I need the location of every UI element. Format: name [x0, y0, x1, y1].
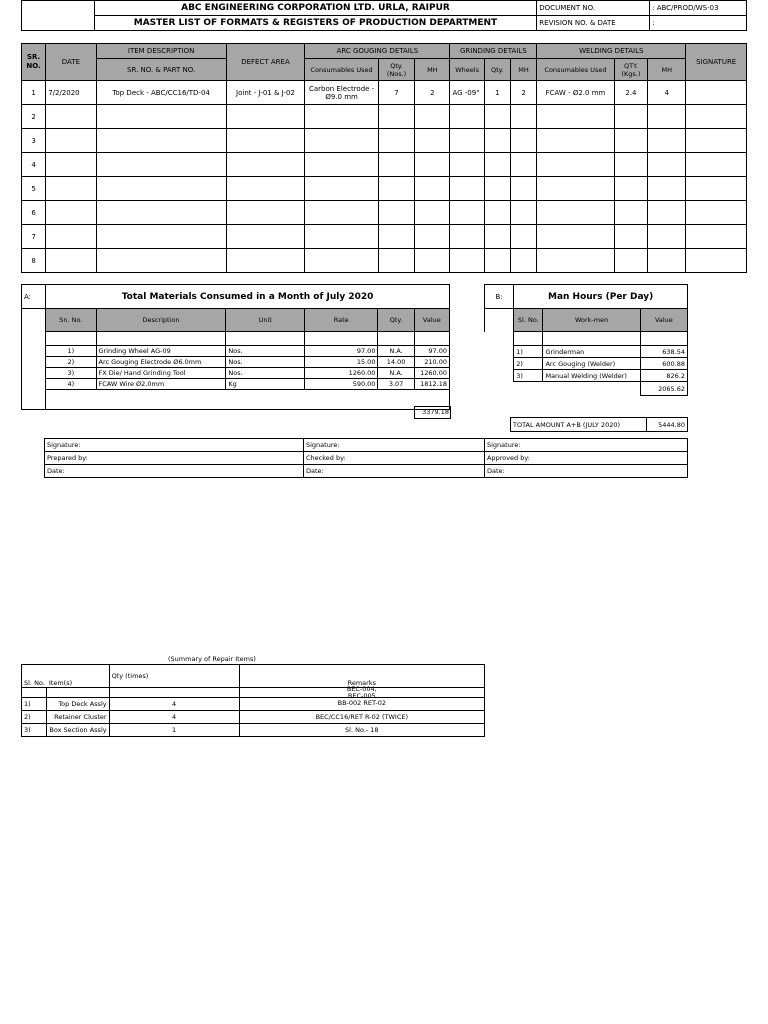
remark-line: BB-002 RET-02 [337, 699, 386, 707]
col-item-description: ITEM DESCRIPTION [96, 44, 226, 59]
summary-sl: 1) [22, 698, 47, 711]
checked-date: Date: [304, 465, 485, 478]
material-value: 97.00 [414, 346, 449, 357]
doc-no-value: : ABC/PROD/WS-03 [650, 1, 747, 16]
summary-sl: 3) [22, 724, 47, 737]
col-arc-qty: Qty. (Nos.) [378, 59, 414, 81]
material-qty: 3.07 [378, 379, 414, 390]
row-defect: Joint - J-01 & J-02 [226, 81, 305, 105]
row-arc-consumable: Carbon Electrode - Ø9.0 mm [305, 81, 379, 105]
material-description: FCAW Wire Ø2.0mm [96, 379, 226, 390]
group-grinding: GRINDING DETAILS [450, 44, 537, 59]
table-row [22, 81, 747, 105]
grand-total-table [510, 417, 688, 432]
sig-prepared-signature: Signature: [45, 439, 304, 452]
row-weld-qty: 2.4 [614, 81, 647, 105]
man-hours-table [484, 284, 688, 396]
grand-total-label: TOTAL AMOUNT A+B (JULY 2020) [511, 418, 647, 432]
table-row [22, 105, 747, 129]
table-row [22, 379, 450, 390]
material-sn: 1) [46, 346, 96, 357]
col-date: DATE [46, 44, 96, 81]
col-defect-area: DEFECT AREA [226, 44, 305, 81]
row-wheel: AG -09" [450, 81, 484, 105]
row-sr: 6 [22, 201, 46, 225]
col-sl-no: Sl. No. [514, 309, 543, 332]
material-sn: 4) [46, 379, 96, 390]
summary-item: Retainer Cluster [47, 711, 109, 724]
table-row [22, 368, 450, 379]
col-description: Description [96, 309, 226, 332]
grand-total-value: 5444.80 [647, 418, 688, 432]
workman-name: Arc Gouging (Welder) [543, 358, 640, 370]
table-row [22, 177, 747, 201]
row-sr: 5 [22, 177, 46, 201]
workman-name: Grinderman [543, 346, 640, 358]
col-sr-no: SR. NO. [22, 44, 46, 81]
sig-checked-signature: Signature: [304, 439, 485, 452]
material-rate: 97.00 [304, 346, 378, 357]
workman-value: 638.54 [640, 346, 687, 358]
row-weld-mh: 4 [648, 81, 686, 105]
table-row [485, 370, 688, 382]
group-arc-gouging: ARC GOUGING DETAILS [305, 44, 450, 59]
row-sr: 4 [22, 153, 46, 177]
row-grind-mh: 2 [510, 81, 536, 105]
material-sn: 3) [46, 368, 96, 379]
summary-qty: 1 [109, 724, 239, 737]
table-row [22, 129, 747, 153]
col-unit: Unit [226, 309, 305, 332]
material-unit: Nos. [226, 346, 305, 357]
repair-log-table [21, 43, 747, 273]
row-date: 7/2/2020 [46, 81, 96, 105]
table-row [22, 357, 450, 368]
table-row [22, 225, 747, 249]
col-sn: Sn. No. [46, 309, 96, 332]
section-a-title: Total Materials Consumed in a Month of July 2020 [46, 285, 450, 309]
approved-by: Approved by: [485, 452, 688, 465]
row-item: Top Deck - ABC/CC16/TD-04 [96, 81, 226, 105]
material-value: 210.00 [414, 357, 449, 368]
material-sn: 2) [46, 357, 96, 368]
col-arc-mh: MH [415, 59, 450, 81]
workman-value: 826.2 [640, 370, 687, 382]
material-unit: Kg [226, 379, 305, 390]
summary-caption: (Summary of Repair Items) [168, 655, 256, 663]
signature-block [44, 438, 688, 478]
col-qty: Qty. [378, 309, 414, 332]
summary-qty: 4 [109, 711, 239, 724]
col-weld-mh: MH [648, 59, 686, 81]
col-grind-qty: Qty. [484, 59, 510, 81]
material-rate: 15.00 [304, 357, 378, 368]
table-row [485, 346, 688, 358]
material-qty: N.A. [378, 368, 414, 379]
row-sr: 1 [22, 81, 46, 105]
doc-no-label: DOCUMENT NO. [537, 1, 650, 16]
document-header [21, 0, 747, 31]
row-sr: 8 [22, 249, 46, 273]
prepared-by: Prepared by: [45, 452, 304, 465]
document-title: MASTER LIST OF FORMATS & REGISTERS OF PRODUCTION DEPARTMENT [94, 16, 537, 31]
col-weld-consumables: Consumables Used [537, 59, 615, 81]
row-arc-qty: 7 [378, 81, 414, 105]
table-row [22, 201, 747, 225]
workman-name: Manual Welding (Welder) [543, 370, 640, 382]
section-a-tag: A: [22, 285, 46, 309]
summary-item: Top Deck Assly [47, 698, 109, 711]
col-item-sub: SR. NO. & PART NO. [96, 59, 226, 81]
header-blank-cell [22, 1, 95, 31]
prepared-date: Date: [45, 465, 304, 478]
col-arc-consumables: Consumables Used [305, 59, 379, 81]
sig-approved-signature: Signature: [485, 439, 688, 452]
summary-remarks: Sl. No.- 18 [239, 724, 484, 737]
revision-label: REVISION NO. & DATE [537, 16, 650, 31]
table-row [22, 249, 747, 273]
checked-by: Checked by: [304, 452, 485, 465]
material-rate: 1260.00 [304, 368, 378, 379]
col-rate: Rate [304, 309, 378, 332]
workman-sn: 2) [514, 358, 543, 370]
workman-sn: 1) [514, 346, 543, 358]
summary-remarks [239, 685, 484, 711]
table-row [22, 346, 450, 357]
group-welding: WELDING DETAILS [537, 44, 686, 59]
material-value: 1812.18 [414, 379, 449, 390]
col-workmen: Work-men [543, 309, 640, 332]
col-grind-mh: MH [510, 59, 536, 81]
approved-date: Date: [485, 465, 688, 478]
col-weld-qty: QTY. (Kgs.) [614, 59, 647, 81]
table-row [22, 153, 747, 177]
row-arc-mh: 2 [415, 81, 450, 105]
table-row [485, 358, 688, 370]
material-description: Grinding Wheel AG-09 [96, 346, 226, 357]
workman-sn: 3) [514, 370, 543, 382]
col-value: Value [414, 309, 449, 332]
material-unit: Nos. [226, 357, 305, 368]
remark-line: BEC-005 [347, 692, 376, 700]
remark-line: BEC-004, [346, 685, 377, 693]
material-description: FX Die/ Hand Grinding Tool [96, 368, 226, 379]
col-sl: Sl. No. [22, 665, 47, 688]
row-sr: 2 [22, 105, 46, 129]
row-sr: 7 [22, 225, 46, 249]
list-item [22, 724, 485, 737]
man-hours-total: 2065.62 [640, 382, 687, 396]
workman-value: 600.88 [640, 358, 687, 370]
col-items: Item(s) [47, 665, 109, 688]
revision-value: : [650, 16, 747, 31]
row-grind-qty: 1 [484, 81, 510, 105]
summary-qty: 4 [109, 698, 239, 711]
list-item [22, 711, 485, 724]
company-name: ABC ENGINEERING CORPORATION LTD. URLA, RAIPUR [94, 1, 537, 16]
col-grind-wheels: Wheels [450, 59, 484, 81]
summary-remarks: BEC/CC16/RET R-02 (TWICE) [239, 711, 484, 724]
col-signature: SIGNATURE [686, 44, 747, 81]
material-description: Arc Gouging Electrode Ø6.0mm [96, 357, 226, 368]
materials-total: 3379.18 [414, 406, 451, 419]
section-b-title: Man Hours (Per Day) [514, 285, 688, 309]
section-b-tag: B: [485, 285, 514, 309]
row-weld-consumable: FCAW - Ø2.0 mm [537, 81, 615, 105]
row-sr: 3 [22, 129, 46, 153]
list-item [22, 698, 485, 711]
summary-item: Box Section Assly [47, 724, 109, 737]
material-unit: Nos. [226, 368, 305, 379]
material-qty: 14.00 [378, 357, 414, 368]
col-qty-times: Qty (times) [109, 665, 239, 688]
col-value: Value [640, 309, 687, 332]
materials-consumed-table [21, 284, 450, 410]
material-qty: N.A. [378, 346, 414, 357]
repair-summary-table [21, 664, 485, 737]
material-rate: 590.00 [304, 379, 378, 390]
row-signature [686, 81, 747, 105]
material-value: 1260.00 [414, 368, 449, 379]
summary-sl: 2) [22, 711, 47, 724]
col-remarks: Remarks [239, 665, 484, 688]
